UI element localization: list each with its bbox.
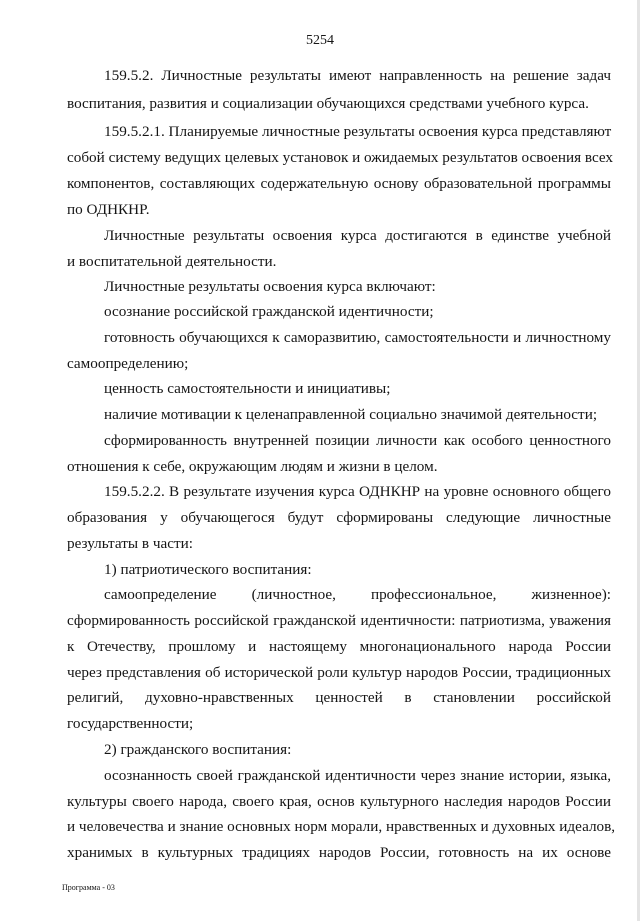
text-line: образования у обучающегося будут сформированы следующие личностные <box>67 509 611 526</box>
text-line: отношения к себе, окружающим людям и жизни в целом. <box>67 458 438 475</box>
text-line: собой систему ведущих целевых установок и ожидаемых результатов освоения всех <box>67 149 614 166</box>
text-line: самоопределению; <box>67 355 189 372</box>
text-line: через представления об исторической роли культур народов России, традиционных <box>67 664 611 681</box>
text-line: по ОДНКНР. <box>67 201 150 218</box>
text-line: к Отечеству, прошлому и настоящему многонационального народа России <box>67 638 611 655</box>
text-line: культуры своего народа, своего края, основ культурного наследия народов России <box>67 793 611 810</box>
text-line: 1) патриотического воспитания: <box>104 561 312 578</box>
text-line: осознанность своей гражданской идентичности через знание истории, языка, <box>104 767 611 784</box>
text-line: и воспитательной деятельности. <box>67 253 277 270</box>
footer-label: Программа - 03 <box>62 883 115 892</box>
text-line: наличие мотивации к целенаправленной социально значимой деятельности; <box>104 406 598 423</box>
text-line: Личностные результаты освоения курса достигаются в единстве учебной <box>104 227 611 244</box>
text-line: государственности; <box>67 715 194 732</box>
text-line: ценность самостоятельности и инициативы; <box>104 380 391 397</box>
text-line: самоопределение (личностное, профессиональное, жизненное): <box>104 586 611 603</box>
text-line: Личностные результаты освоения курса включают: <box>104 278 436 295</box>
page-number: 5254 <box>306 33 334 48</box>
text-line: сформированность российской гражданской идентичности: патриотизма, уважения <box>67 612 611 629</box>
text-line: и человечества и знание основных норм морали, нравственных и духовных идеалов, <box>67 818 616 835</box>
text-line: хранимых в культурных традициях народов России, готовность на их основе <box>67 844 611 861</box>
text-line: готовность обучающихся к саморазвитию, самостоятельности и личностному <box>104 329 611 346</box>
text-line: воспитания, развития и социализации обучающихся средствами учебного курса. <box>67 95 589 112</box>
text-line: 2) гражданского воспитания: <box>104 741 292 758</box>
text-line: осознание российской гражданской идентичности; <box>104 303 434 320</box>
text-line: компонентов, составляющих содержательную основу образовательной программы <box>67 175 611 192</box>
text-line: 159.5.2. Личностные результаты имеют направленность на решение задач <box>104 67 611 84</box>
text-line: сформированность внутренней позиции личности как особого ценностного <box>104 432 611 449</box>
text-line: результаты в части: <box>67 535 193 552</box>
text-line: религий, духовно-нравственных ценностей в становлении российской <box>67 689 611 706</box>
text-line: 159.5.2.1. Планируемые личностные результаты освоения курса представляют <box>104 123 612 140</box>
text-line: 159.5.2.2. В результате изучения курса ОДНКНР на уровне основного общего <box>104 483 611 500</box>
